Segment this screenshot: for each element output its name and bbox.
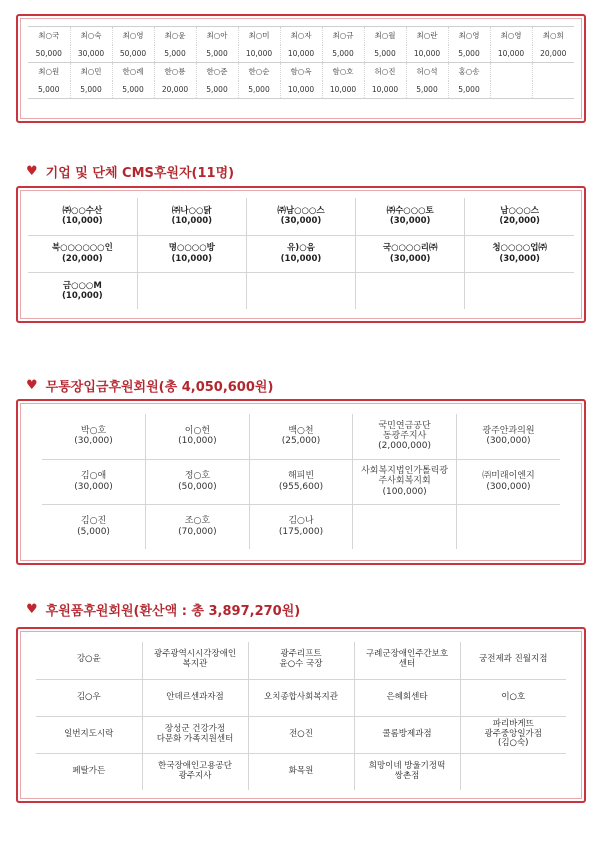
donor-cell <box>354 642 460 679</box>
donor-name: 최○원 <box>28 63 70 81</box>
donor-cell <box>353 414 457 459</box>
donor-text-line: (100,000) <box>382 486 427 497</box>
in-kind-table <box>36 642 566 790</box>
donor-text-line: 화목원 <box>288 765 314 776</box>
corporate-cms-title: 기업 및 단체 CMS후원자(11명) <box>45 166 235 181</box>
donor-cell <box>248 753 354 790</box>
table-row <box>36 642 566 679</box>
donor-cell <box>42 414 146 459</box>
donor-name: 최○미 <box>238 27 280 45</box>
donor-cell <box>142 716 248 753</box>
donor-cell <box>465 198 574 235</box>
donor-amount: 10,000 <box>280 45 322 63</box>
donor-name: 최○월 <box>364 27 406 45</box>
heart-icon: ♥ <box>26 378 38 393</box>
donor-amount: 5,000 <box>154 45 196 63</box>
donor-cell <box>460 716 566 753</box>
donor-amount: 5,000 <box>322 45 364 63</box>
in-kind-title: 후원품후원회원(환산액 : 총 3,897,270원) <box>45 604 301 619</box>
donor-amount: (10,000) <box>171 216 213 227</box>
donor-amount: (30,000) <box>389 216 431 227</box>
donor-name: 한○순 <box>238 63 280 81</box>
name-row <box>28 63 574 81</box>
donor-amount <box>532 81 574 99</box>
amount-row <box>28 45 574 63</box>
donor-name: 허○진 <box>364 63 406 81</box>
donor-cell <box>146 414 250 459</box>
donor-name: 최○규 <box>322 27 364 45</box>
donor-name: 북○○○○○○인 <box>51 243 113 254</box>
donor-text-line: 파리바게뜨 <box>492 718 534 729</box>
donor-cell <box>146 504 250 549</box>
name-row <box>28 27 574 45</box>
donor-amount: (20,000) <box>499 216 540 227</box>
donor-name: 홍○송 <box>448 63 490 81</box>
donor-text-line: 센터 <box>398 659 416 670</box>
donor-cell <box>460 753 566 790</box>
donor-name: 최○자 <box>280 27 322 45</box>
donor-cell <box>249 414 353 459</box>
donor-amount <box>490 81 532 99</box>
donor-text-line: 강○윤 <box>76 654 101 665</box>
donor-text-line: 김○진 <box>80 516 107 527</box>
donor-cell <box>246 198 355 235</box>
donor-cell <box>142 753 248 790</box>
donor-cell <box>142 679 248 716</box>
donor-text-line: (955,600) <box>278 481 324 492</box>
donor-name: 최○란 <box>406 27 448 45</box>
donor-amount: (10,000) <box>171 253 213 264</box>
donor-name: 최○아 <box>196 27 238 45</box>
donor-cell <box>460 679 566 716</box>
donor-text-line: 쌍촌점 <box>394 770 420 781</box>
bank-transfer-title: 무통장입금후원회원(총 4,050,600원) <box>45 380 274 395</box>
donor-name: 한○준 <box>196 63 238 81</box>
donor-text-line: 전○진 <box>289 728 313 739</box>
donor-name: 한○례 <box>112 63 154 81</box>
donor-cell <box>456 459 560 504</box>
donor-text-line: 조○호 <box>184 516 211 527</box>
corporate-cms-table <box>28 198 574 309</box>
donor-name: 최○영 <box>490 27 532 45</box>
in-kind-heading <box>26 600 300 619</box>
donor-text-line: 일번지도시락 <box>64 728 114 739</box>
donor-text-line: 복지관 <box>182 659 208 670</box>
donor-cell <box>28 235 137 272</box>
donor-text-line: 주사회복지회 <box>378 476 431 487</box>
bank-transfer-table <box>42 414 560 549</box>
donor-text-line: 백○천 <box>288 425 314 436</box>
donor-amount: 20,000 <box>154 81 196 99</box>
donor-amount: 20,000 <box>532 45 574 63</box>
donor-amount: 5,000 <box>112 81 154 99</box>
donor-name: 최○윤 <box>154 27 196 45</box>
donor-amount: 10,000 <box>364 81 406 99</box>
donor-amount: 10,000 <box>490 45 532 63</box>
donor-amount: 10,000 <box>280 81 322 99</box>
donor-cell <box>465 272 574 309</box>
donor-amount: (20,000) <box>62 253 103 264</box>
donor-text-line: 광주지사 <box>178 770 212 781</box>
donor-amount: 10,000 <box>406 45 448 63</box>
donor-name: 금○○○M <box>62 280 102 291</box>
donor-cell <box>42 504 146 549</box>
donor-amount: 5,000 <box>196 45 238 63</box>
donor-cell <box>137 235 246 272</box>
donor-text-line: (50,000) <box>178 481 217 492</box>
donor-cell <box>356 272 465 309</box>
donor-text-line: (5,000) <box>77 526 110 537</box>
donor-cell <box>36 642 142 679</box>
donor-text-line: 안데르센과자점 <box>166 691 224 702</box>
donor-amount: 10,000 <box>322 81 364 99</box>
donor-cell <box>146 459 250 504</box>
donor-name: 명○○○○방 <box>168 243 215 254</box>
donor-text-line: 오치종합사회복지관 <box>264 691 338 702</box>
donor-name: 최○희 <box>532 27 574 45</box>
donor-name: 유)○음 <box>287 243 315 254</box>
donor-text-line: 정○호 <box>184 471 211 482</box>
donor-text-line: 한국장애인고용공단 <box>158 760 232 771</box>
donor-text-line: (175,000) <box>278 526 324 537</box>
donor-text-line: (70,000) <box>178 526 217 537</box>
donor-cell <box>460 642 566 679</box>
donor-name <box>532 63 574 81</box>
donor-name: 함○옥 <box>280 63 322 81</box>
donor-amount: 10,000 <box>238 45 280 63</box>
donor-text-line: 사회복지법인가톨릭광 <box>361 465 449 476</box>
donor-text-line: (300,000) <box>486 481 531 492</box>
bank-transfer-heading <box>26 376 273 395</box>
donor-name: 한○룡 <box>154 63 196 81</box>
donor-text-line: 광주광역시시각장애인 <box>153 649 237 660</box>
donor-text-line: (10,000) <box>178 436 217 447</box>
donor-name: 최○숙 <box>70 27 112 45</box>
donor-cell <box>246 235 355 272</box>
donor-amount: 5,000 <box>28 81 70 99</box>
donor-text-line: 이○헌 <box>184 425 211 436</box>
donor-text-line: 은혜회센타 <box>386 691 428 702</box>
table-row <box>42 459 560 504</box>
table-row <box>28 272 574 309</box>
donor-text-line: (300,000) <box>486 436 531 447</box>
donor-amount: (10,000) <box>280 253 322 264</box>
donor-text-line: 궁전제과 진월지점 <box>479 654 548 665</box>
donor-name <box>490 63 532 81</box>
donor-amount: (30,000) <box>389 253 431 264</box>
donor-text-line: 동광주지사 <box>382 431 427 442</box>
donor-amount: 30,000 <box>70 45 112 63</box>
donor-amount: 50,000 <box>35 48 62 58</box>
donor-cell <box>36 753 142 790</box>
corporate-cms-heading <box>26 162 234 181</box>
table-row <box>36 716 566 753</box>
donor-name: 허○석 <box>406 63 448 81</box>
donor-cell <box>353 459 457 504</box>
donor-cell <box>42 459 146 504</box>
donor-name: ㈜남○○○스 <box>277 206 325 217</box>
donor-amount: 5,000 <box>448 45 490 63</box>
donor-text-line: (30,000) <box>74 481 113 492</box>
table-row <box>36 679 566 716</box>
donor-text-line: 해피빈 <box>287 471 315 482</box>
donor-text-line: 희망이네 방울기정떡 <box>368 760 446 771</box>
donor-text-line: 광주리프트 <box>280 649 322 660</box>
in-kind-frame <box>16 627 586 803</box>
donor-text-line: 김○애 <box>80 471 107 482</box>
donor-amount: (30,000) <box>280 216 322 227</box>
donor-cell <box>248 679 354 716</box>
donor-amount: 5,000 <box>196 81 238 99</box>
donor-cell <box>246 272 355 309</box>
donor-cell <box>248 716 354 753</box>
donor-text-line: 김○나 <box>288 516 314 527</box>
donor-text-line: 이○호 <box>501 691 526 702</box>
donor-cell <box>137 272 246 309</box>
donor-text-line: 국민연금공단 <box>378 420 431 431</box>
donor-cell <box>28 272 137 309</box>
donor-cell <box>354 716 460 753</box>
donor-name: ㈜○○수산 <box>62 206 103 217</box>
table-row <box>42 504 560 549</box>
donor-text-line: (25,000) <box>281 436 321 447</box>
donor-text-line: 구례군장애인주간보호 <box>365 649 449 660</box>
donor-text-line: 윤○수 국장 <box>279 659 323 670</box>
donor-text-line: 콜롬방제과점 <box>382 728 432 739</box>
donor-cell <box>356 198 465 235</box>
donor-amount: 5,000 <box>448 81 490 99</box>
donor-name: 최○국 <box>28 27 70 45</box>
donor-amount: 5,000 <box>364 45 406 63</box>
donor-name: 최○민 <box>70 63 112 81</box>
donor-cell <box>356 235 465 272</box>
donor-text-line: 박○호 <box>80 425 107 436</box>
donor-amount: 5,000 <box>406 81 448 99</box>
donor-name: 최○영 <box>448 27 490 45</box>
table-row <box>28 235 574 272</box>
donor-text-line: (2,000,000) <box>378 441 431 452</box>
donor-amount: (10,000) <box>62 216 103 227</box>
donor-amount: (10,000) <box>62 290 103 301</box>
individual-donors-frame <box>16 14 586 123</box>
donor-name: 함○호 <box>322 63 364 81</box>
donor-text-line: ㈜미래이엔지 <box>482 471 535 482</box>
table-row <box>28 198 574 235</box>
donor-name: ㈜수○○○토 <box>386 206 434 217</box>
donor-amount: 5,000 <box>238 81 280 99</box>
donor-cell <box>249 459 353 504</box>
corporate-cms-frame <box>16 186 586 323</box>
donor-name: 청○○○○업㈜ <box>492 243 547 254</box>
donor-cell <box>354 753 460 790</box>
donor-text-line: 페탈가든 <box>72 765 106 776</box>
donor-amount: (30,000) <box>499 253 540 264</box>
donor-cell <box>248 642 354 679</box>
amount-row <box>28 81 574 99</box>
donor-cell <box>354 679 460 716</box>
donor-cell <box>465 235 574 272</box>
heart-icon: ♥ <box>26 164 38 179</box>
donor-name: ㈜나○○닭 <box>171 206 212 217</box>
donor-text-line: 다문화 가족지원센터 <box>156 733 234 744</box>
donor-cell <box>456 504 560 549</box>
bank-transfer-frame <box>16 399 586 565</box>
donor-cell <box>456 414 560 459</box>
donor-cell <box>137 198 246 235</box>
donor-name: 남○○○스 <box>500 206 539 217</box>
donor-text-line: 광주중앙일가점 <box>484 728 542 739</box>
donor-cell <box>353 504 457 549</box>
donor-text-line: 장성군 건강가정 <box>164 723 226 734</box>
table-row <box>42 414 560 459</box>
donor-cell <box>36 716 142 753</box>
donor-text-line: 광주안과의원 <box>482 425 535 436</box>
donor-name: 국○○○○리㈜ <box>382 243 438 254</box>
donor-amount: 5,000 <box>70 81 112 99</box>
donor-text-line: (30,000) <box>74 436 113 447</box>
individual-donors-table <box>28 26 574 99</box>
donor-cell <box>28 198 137 235</box>
table-row <box>36 753 566 790</box>
heart-icon: ♥ <box>26 602 38 617</box>
donor-cell <box>142 642 248 679</box>
donor-cell <box>249 504 353 549</box>
donor-text-line: 김○우 <box>76 691 101 702</box>
donor-cell <box>36 679 142 716</box>
donor-text-line: (김○숙) <box>498 738 529 749</box>
donor-name: 최○영 <box>112 27 154 45</box>
donor-amount: 50,000 <box>112 45 154 63</box>
